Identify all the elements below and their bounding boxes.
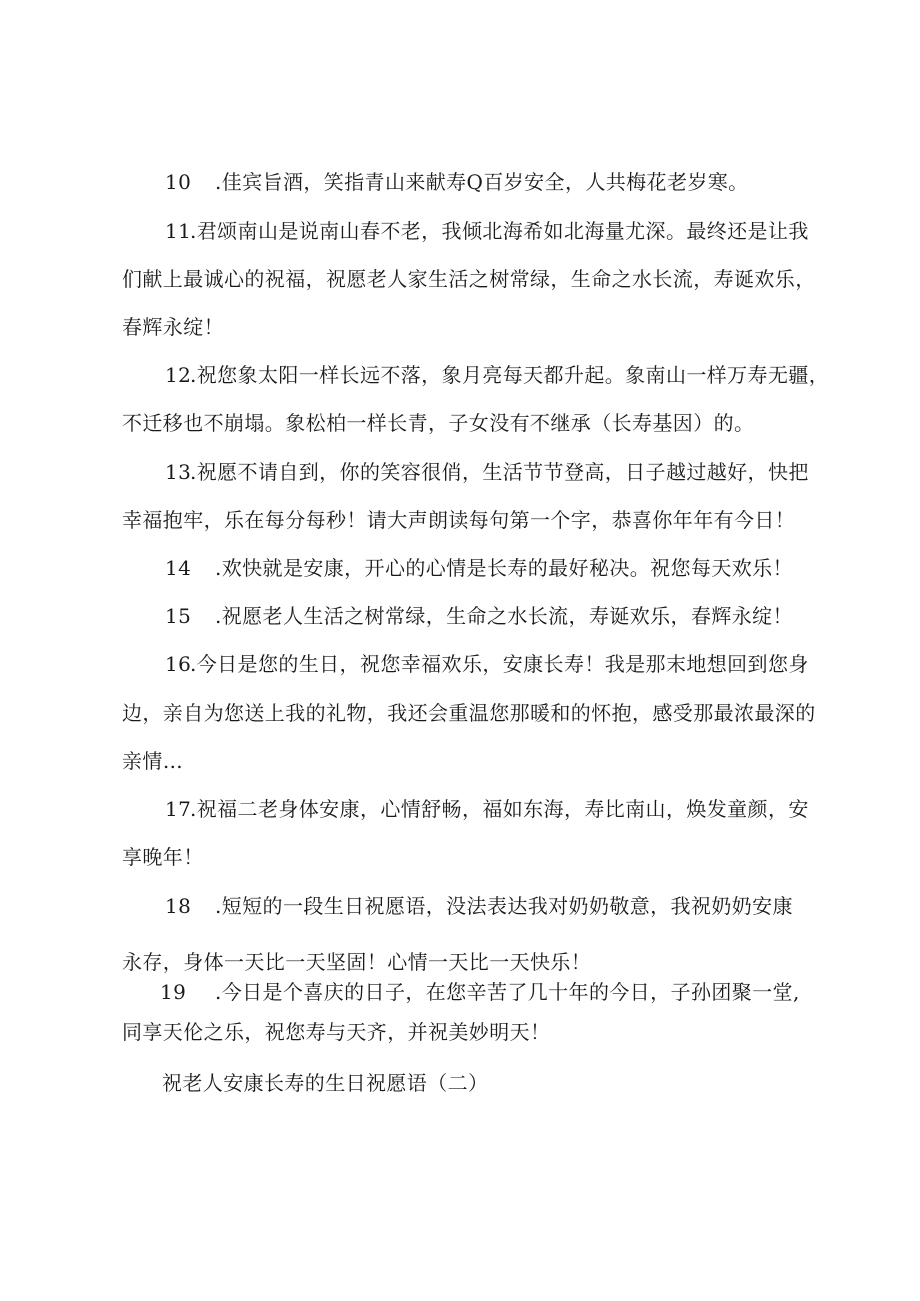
item-text: .今日是您的生日，祝您幸福欢乐，安康长寿！我是那末地想回到您身: [190, 652, 809, 676]
list-item-12: [165, 363, 829, 387]
list-item-10: [165, 170, 749, 194]
list-item-11: [165, 219, 809, 243]
item-number: 19: [160, 980, 187, 1004]
list-item-14: [165, 556, 793, 580]
item-number: 14: [165, 556, 192, 580]
item-text: .佳宾旨酒，笑指青山来献寿Q百岁安全，人共梅花老岁寒。: [215, 170, 749, 194]
list-item-19: [160, 980, 800, 1004]
item-text: .祝您象太阳一样长远不落，象月亮每天都升起。象南山一样万寿无疆，: [190, 363, 830, 387]
item-number: 10: [165, 170, 192, 194]
list-item-15: [165, 604, 793, 628]
item-text: .君颂南山是说南山春不老，我倾北海希如北海量尤深。最终还是让我: [190, 219, 809, 243]
item-number: 18: [165, 894, 192, 918]
paragraph-continuation: 同享天伦之乐，祝您寿与天齐，并祝美妙明天！: [122, 1020, 551, 1044]
paragraph-continuation: 不迁移也不崩塌。象松柏一样长青，子女没有不继承（长寿基因）的。: [122, 411, 755, 435]
item-text: .祝福二老身体安康，心情舒畅，福如东海，寿比南山，焕发童颜，安: [190, 797, 809, 821]
item-text: .祝愿不请自到，你的笑容很俏，生活节节登高，日子越过越好，快把: [190, 460, 809, 484]
list-item-18: [165, 894, 793, 918]
item-text: .短短的一段生日祝愿语，没法表达我对奶奶敬意，我祝奶奶安康: [215, 894, 793, 918]
list-item-17: [165, 797, 809, 821]
item-text: .祝愿老人生活之树常绿，生命之水长流，寿诞欢乐，春辉永绽！: [215, 604, 793, 628]
item-text: .欢快就是安康，开心的心情是长寿的最好秘决。祝您每天欢乐！: [215, 556, 793, 580]
paragraph-continuation: 幸福抱牢，乐在每分每秒！请大声朗读每句第一个字，恭喜你年年有今日！: [122, 508, 796, 532]
paragraph-continuation: 边，亲自为您送上我的礼物，我还会重温您那暖和的怀抱，感受那最浓最深的: [122, 701, 816, 725]
list-item-13: [165, 460, 809, 484]
item-number: 12: [165, 363, 192, 387]
paragraph-continuation: 们献上最诚心的祝福，祝愿老人家生活之树常绿，生命之水长流，寿诞欢乐，: [122, 267, 816, 291]
item-number: 15: [165, 604, 192, 628]
item-number: 11: [165, 219, 192, 243]
paragraph-continuation: 享晚年！: [122, 845, 204, 869]
item-number: 13: [165, 460, 192, 484]
item-text: .今日是个喜庆的日子，在您辛苦了几十年的今日，子孙团聚一堂,: [215, 980, 800, 1004]
list-item-16: [165, 652, 809, 676]
item-number: 16: [165, 652, 192, 676]
item-number: 17: [165, 797, 192, 821]
section-heading: 祝老人安康长寿的生日祝愿语（二）: [162, 1071, 489, 1095]
paragraph-continuation: 亲情…: [122, 749, 184, 773]
paragraph-continuation: 春辉永绽！: [122, 315, 224, 339]
paragraph-continuation: 永存，身体一天比一天坚固！心情一天比一天快乐！: [122, 950, 592, 974]
